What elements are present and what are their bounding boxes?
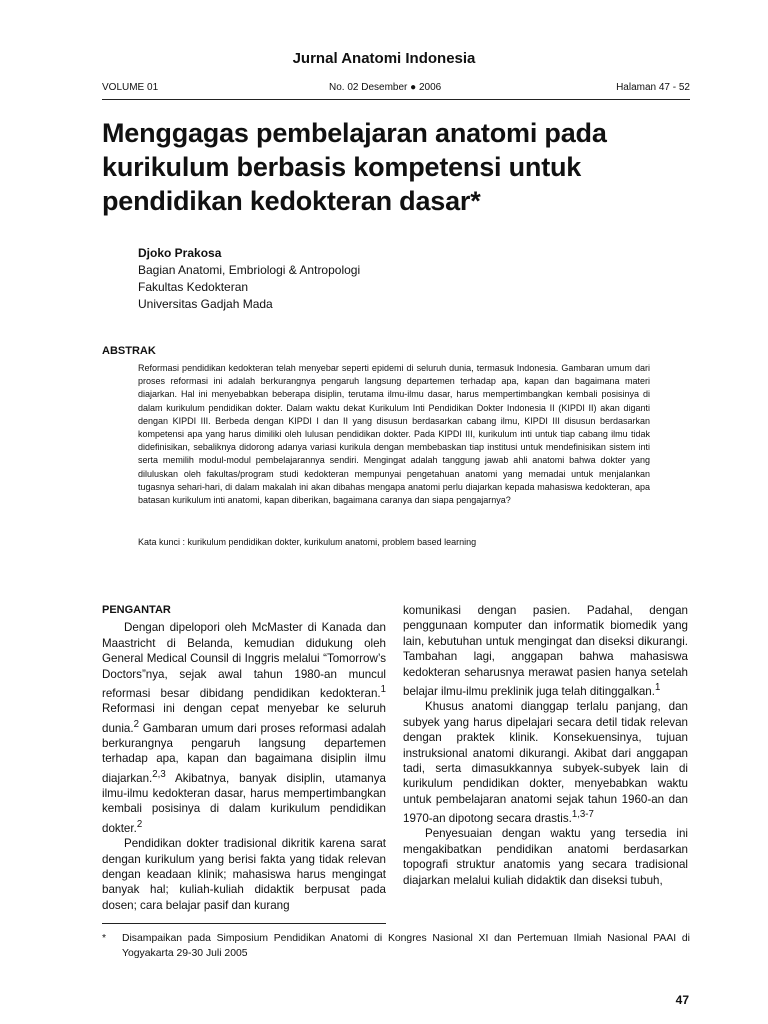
body-paragraph: [403, 603, 688, 699]
keywords: Kata kunci : kurikulum pendidikan dokter, kurikulum anatomi, problem based learning: [138, 537, 477, 547]
citation-ref: 1,3-7: [571, 809, 594, 821]
text-run: Akibatnya, banyak disiplin, utamanya ilmu-ilmu kedokteran dasar, harus mempertimbangkan kembali posisinya di dalam kurikulum pendidikan dokter.: [102, 771, 386, 835]
text-run: Reformasi ini dengan cepat menyebar ke seluruh dunia.: [102, 702, 386, 735]
footnote: [102, 931, 690, 961]
author-block: [138, 245, 538, 313]
citation-ref: 1: [654, 682, 661, 694]
page-number: 47: [675, 993, 689, 1007]
issue-info-row: [102, 82, 690, 96]
issue-label: No. 02 Desember ● 2006: [329, 82, 442, 93]
text-run: Khusus anatomi dianggap terlalu panjang, dan subyek yang harus dipelajari secara detil tidak relevan dengan praktek klinik. Konsekuensinya, tujuan instruksional anatomi dikurangi. Akibat dari anggapan tadi, serta dimasukkannya subyek-subyek lain di kurikulum pendidikan dokter, menyebabkan waktu untuk pembelajaran anatomi sejak tahun 1960-an dan 1970-an dipotong secara drastis.: [403, 700, 688, 825]
footnote-text: Disampaikan pada Simposium Pendidikan Anatomi di Kongres Nasional XI dan Pertemuan Ilmiah Nasional PAAI di Yogyakarta 29-30 Juli 2005: [122, 933, 690, 959]
abstract-heading: ABSTRAK: [102, 345, 156, 357]
text-run: komunikasi dengan pasien. Padahal, dengan penggunaan komputer dan informatik biomedik yang lain, kebutuhan untuk mengingat dan diseksi dikurangi. Tambahan lagi, anggapan bahwa mahasiswa kedokteran seharusnya merawat pasien hanya setelah belajar ilmu-ilmu preklinik juga telah ditinggalkan.: [403, 604, 688, 698]
page-range-label: Halaman 47 - 52: [616, 82, 690, 93]
right-column: [403, 603, 688, 888]
article-title: Menggagas pembelajaran anatomi pada kurikulum berbasis kompetensi untuk pendidikan kedokteran dasar*: [102, 118, 607, 216]
citation-ref: 2: [136, 818, 143, 830]
body-paragraph: Penyesuaian dengan waktu yang tersedia ini mengakibatkan pendidikan anatomi berdasarkan topografi struktur anatomis yang secara tradisional diajarkan melalui kuliah didaktik dan diseksi tubuh,: [403, 827, 688, 887]
text-run: Gambaran umum dari proses reformasi adalah berkurangnya pengaruh langsung departemen terhadap apa, kapan dan bagaimana disiplin ilmu diajarkan.: [102, 721, 386, 785]
body-paragraph: Pendidikan dokter tradisional dikritik karena sarat dengan kurikulum yang berisi fakta yang tidak relevan dengan keadaan klinik; mahasiswa harus mengingat banyak hal; kuliah-kuliah didaktik berpusat pada dosen; cara belajar pasif dan kurang: [102, 837, 386, 912]
author-name: Djoko Prakosa: [138, 246, 222, 260]
section-heading-pengantar: PENGANTAR: [102, 604, 171, 616]
footnote-mark: *: [102, 933, 107, 944]
text-run: Dengan dipelopori oleh McMaster di Kanada dan Maastricht di Belanda, kemudian didukung oleh General Medical Counsil di Inggris melalui “Tomorrow’s Doctors”nya, sejak awal tahun 1980-an muncul reformasi besar dibidang pendidikan kedokteran.: [102, 621, 386, 700]
affiliation-line: Fakultas Kedokteran: [138, 280, 249, 294]
body-paragraph: [102, 620, 386, 836]
citation-ref: 2: [133, 718, 139, 730]
affiliation-line: Universitas Gadjah Mada: [138, 297, 273, 311]
body-paragraph: [403, 699, 688, 826]
affiliation-line: Bagian Anatomi, Embriologi & Antropologi: [138, 263, 361, 277]
journal-name: Jurnal Anatomi Indonesia: [292, 50, 476, 67]
citation-ref: 2,3: [152, 768, 166, 780]
citation-ref: 1: [380, 684, 386, 696]
abstract-text: Reformasi pendidikan kedokteran telah menyebar seperti epidemi di seluruh dunia, termasuk Indonesia. Gambaran umum dari proses reformasi ini adalah berkurangnya pengaruh langsung departemen terhadap apa, kapan dan bagaimana materi diajarkan. Hal ini menyebabkan beberapa disiplin, terutama ilmu-ilmu dasar, harus mempertimbangkan kembali posisinya di dalam kurikulum pendidikan dokter. Dalam waktu dekat Kurikulum Inti Pendidikan Dokter Indonesia II (KIPDI II) akan diganti dengan KIPDI III. Berbeda dengan KIPDI I dan II yang disusun berdasarkan cabang ilmu, KIPDI III disusun berdasarkan kompetensi apa yang harus dimiliki oleh lulusan pendidikan dokter. Pada KIPDI III, kurikulum inti untuk tiap cabang ilmu tidak didefinisikan, sebaliknya didorong adanya variasi kurikula dengan membebaskan tiap institusi untuk mendefinisikan sistem inti serta memilih modul-modul pembelajarannya sendiri. Mengingat adalah tanggung jawab ahli anatomi bahwa dokter yang diluluskan oleh fakultas/program studi kedokteran mempunyai pengetahuan anatomi yang memadai untuk menjalankan tugasnya sehari-hari, di dalam makalah ini akan dibahas mengapa anatomi perlu diajarkan kepada mahasiswa kedokteran, apa batasan kurikulum inti anatomi, kapan diberikan, bagaimana caranya dan siapa pengajarnya?: [138, 363, 650, 506]
footnote-rule: [102, 923, 386, 924]
header-rule: [102, 99, 690, 100]
volume-label: VOLUME 01: [102, 82, 159, 93]
left-column: [102, 603, 386, 913]
